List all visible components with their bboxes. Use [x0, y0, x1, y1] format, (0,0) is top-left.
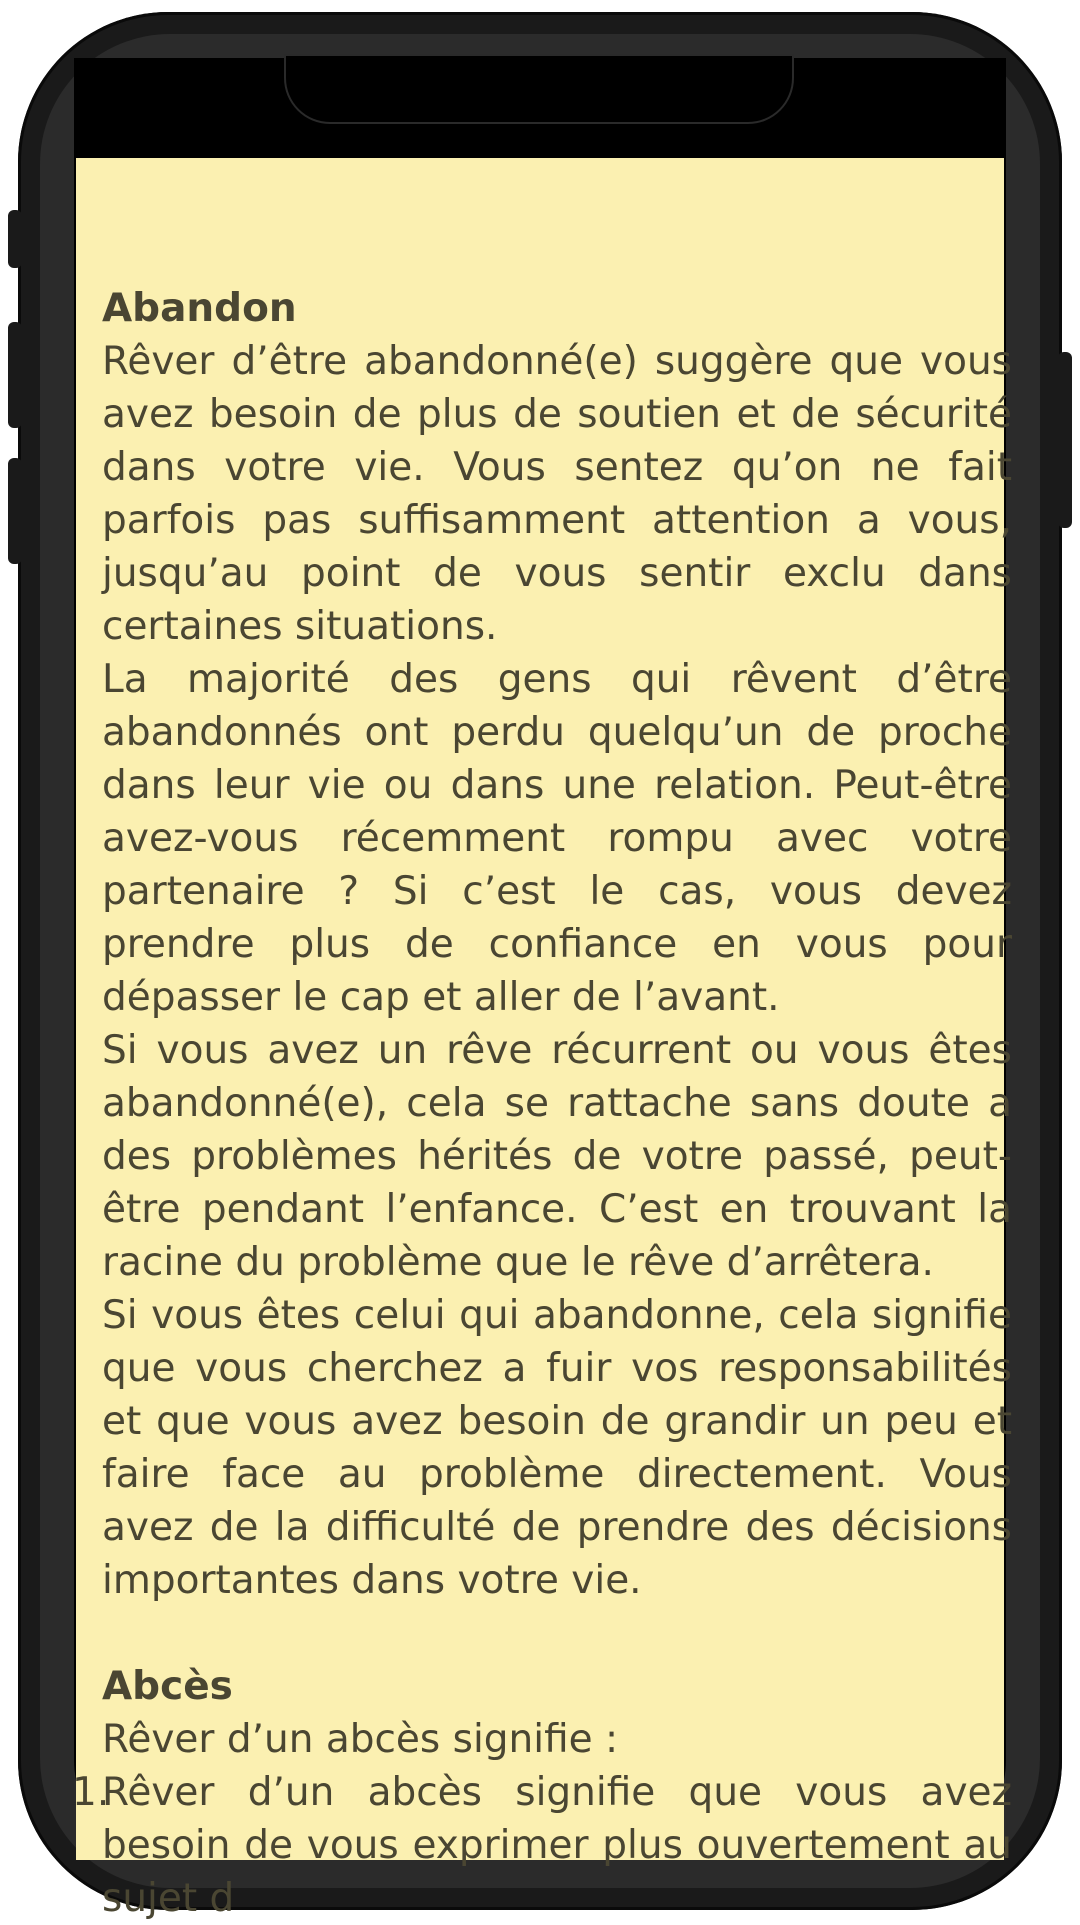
entry-paragraph: Si vous êtes celui qui abandonne, cela signifie que vous cherchez a fuir vos responsabilités et que vous avez besoin de grandir un peu et faire face au problème directement. Vous avez de la difficulté de prendre des décisions importantes dans votre vie.	[102, 1293, 1012, 1603]
entry-paragraph: Si vous avez un rêve récurrent ou vous êtes abandonné(e), cela se rattache sans doute a des problèmes hérités de votre passé, peut-être pendant l’enfance. C’est en trouvant la racine du problème que le rêve d’arrêtera.	[102, 1028, 1012, 1285]
entry-term: Abandon	[102, 286, 297, 331]
list-item	[72, 1766, 1012, 1925]
side-button-power	[1058, 352, 1072, 528]
list-item-number: 1.	[72, 1770, 110, 1815]
entry-term: Abcès	[102, 1664, 233, 1709]
entry-paragraph: Rêver d’être abandonné(e) suggère que vous avez besoin de plus de soutien et de sécurité dans votre vie. Vous sentez qu’on ne fait parfois pas suffisamment attention a vous, jusqu’au point de vous sentir exclu dans certaines situations.	[102, 339, 1012, 649]
notch	[286, 56, 792, 122]
side-button-mute	[8, 210, 22, 268]
list-item-text: Rêver d’un abcès signifie que vous avez besoin de vous exprimer plus ouvertement au sujet d	[102, 1770, 1012, 1921]
entry-spacer	[102, 1607, 1012, 1660]
entry-paragraph: La majorité des gens qui rêvent d’être abandonnés ont perdu quelqu’un de proche dans leur vie ou dans une relation. Peut-être avez-vous récemment rompu avec votre partenaire ? Si c’est le cas, vous devez prendre plus de confiance en vous pour dépasser le cap et aller de l’avant.	[102, 657, 1012, 1020]
dictionary-content[interactable]	[72, 158, 1012, 1921]
phone-screen	[72, 58, 1012, 1921]
status-bar	[74, 58, 1006, 158]
entries-text	[72, 282, 1012, 1925]
side-button-volume-up	[8, 322, 22, 428]
side-button-volume-down	[8, 458, 22, 564]
entry-intro: Rêver d’un abcès signifie :	[102, 1717, 619, 1762]
